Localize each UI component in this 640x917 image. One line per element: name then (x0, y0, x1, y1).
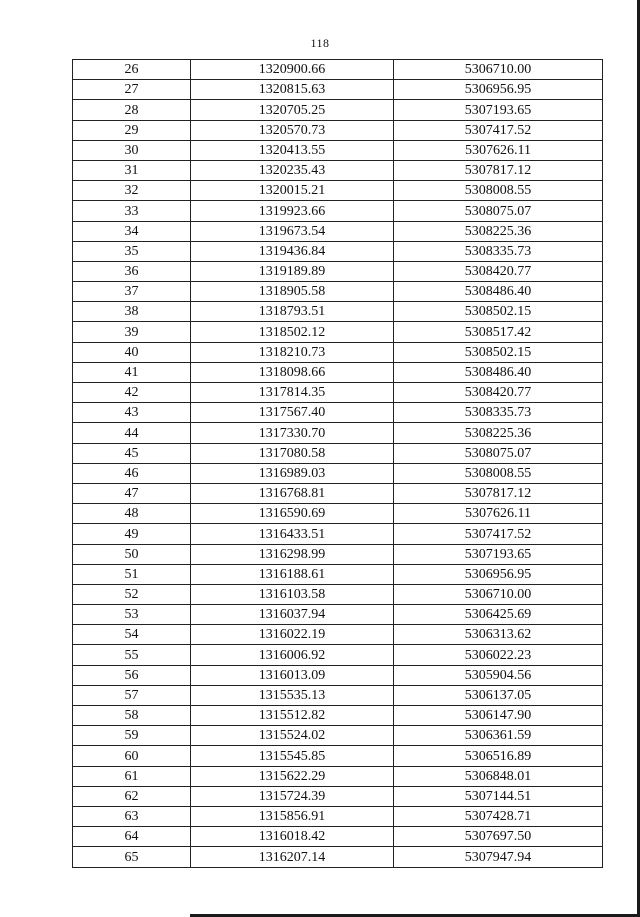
x-coordinate-cell: 1315524.02 (191, 726, 394, 746)
table-row (73, 746, 603, 766)
point-number-cell: 52 (73, 584, 191, 604)
table-row (73, 100, 603, 120)
x-coordinate-cell: 1318793.51 (191, 302, 394, 322)
table-row (73, 383, 603, 403)
x-coordinate-cell: 1318905.58 (191, 282, 394, 302)
point-number-cell: 48 (73, 504, 191, 524)
x-coordinate-cell: 1315545.85 (191, 746, 394, 766)
x-coordinate-cell: 1320235.43 (191, 160, 394, 180)
y-coordinate-cell: 5308420.77 (394, 261, 603, 281)
x-coordinate-cell: 1315622.29 (191, 766, 394, 786)
y-coordinate-cell: 5307817.12 (394, 160, 603, 180)
table-row (73, 423, 603, 443)
point-number-cell: 28 (73, 100, 191, 120)
x-coordinate-cell: 1316006.92 (191, 645, 394, 665)
table-row (73, 544, 603, 564)
point-number-cell: 44 (73, 423, 191, 443)
table-row (73, 302, 603, 322)
point-number-cell: 34 (73, 221, 191, 241)
x-coordinate-cell: 1317330.70 (191, 423, 394, 443)
table-row (73, 806, 603, 826)
table-row (73, 160, 603, 180)
point-number-cell: 46 (73, 463, 191, 483)
y-coordinate-cell: 5306147.90 (394, 706, 603, 726)
page-number: 118 (310, 36, 330, 50)
x-coordinate-cell: 1318210.73 (191, 342, 394, 362)
y-coordinate-cell: 5308486.40 (394, 362, 603, 382)
point-number-cell: 43 (73, 403, 191, 423)
y-coordinate-cell: 5307626.11 (394, 140, 603, 160)
table-row (73, 322, 603, 342)
x-coordinate-cell: 1320705.25 (191, 100, 394, 120)
x-coordinate-cell: 1316989.03 (191, 463, 394, 483)
point-number-cell: 26 (73, 60, 191, 80)
table-row (73, 80, 603, 100)
point-number-cell: 41 (73, 362, 191, 382)
point-number-cell: 47 (73, 483, 191, 503)
y-coordinate-cell: 5306710.00 (394, 584, 603, 604)
coordinates-table (72, 59, 603, 868)
y-coordinate-cell: 5306425.69 (394, 605, 603, 625)
x-coordinate-cell: 1319923.66 (191, 201, 394, 221)
table-row (73, 140, 603, 160)
x-coordinate-cell: 1320570.73 (191, 120, 394, 140)
point-number-cell: 32 (73, 181, 191, 201)
table-row (73, 786, 603, 806)
x-coordinate-cell: 1315724.39 (191, 786, 394, 806)
y-coordinate-cell: 5308486.40 (394, 282, 603, 302)
y-coordinate-cell: 5307817.12 (394, 483, 603, 503)
table-row (73, 342, 603, 362)
y-coordinate-cell: 5307947.94 (394, 847, 603, 867)
point-number-cell: 65 (73, 847, 191, 867)
point-number-cell: 57 (73, 685, 191, 705)
table-row (73, 665, 603, 685)
point-number-cell: 36 (73, 261, 191, 281)
x-coordinate-cell: 1317567.40 (191, 403, 394, 423)
x-coordinate-cell: 1316037.94 (191, 605, 394, 625)
y-coordinate-cell: 5307417.52 (394, 524, 603, 544)
y-coordinate-cell: 5308075.07 (394, 201, 603, 221)
y-coordinate-cell: 5306710.00 (394, 60, 603, 80)
x-coordinate-cell: 1319673.54 (191, 221, 394, 241)
y-coordinate-cell: 5305904.56 (394, 665, 603, 685)
point-number-cell: 59 (73, 726, 191, 746)
point-number-cell: 30 (73, 140, 191, 160)
y-coordinate-cell: 5307417.52 (394, 120, 603, 140)
point-number-cell: 40 (73, 342, 191, 362)
table-row (73, 120, 603, 140)
x-coordinate-cell: 1317814.35 (191, 383, 394, 403)
table-row (73, 282, 603, 302)
y-coordinate-cell: 5306848.01 (394, 766, 603, 786)
x-coordinate-cell: 1319436.84 (191, 241, 394, 261)
point-number-cell: 53 (73, 605, 191, 625)
point-number-cell: 37 (73, 282, 191, 302)
table-row (73, 827, 603, 847)
coordinates-table-body (73, 60, 603, 868)
y-coordinate-cell: 5308420.77 (394, 383, 603, 403)
table-row (73, 403, 603, 423)
table-row (73, 605, 603, 625)
point-number-cell: 61 (73, 766, 191, 786)
table-row (73, 847, 603, 867)
point-number-cell: 27 (73, 80, 191, 100)
point-number-cell: 49 (73, 524, 191, 544)
x-coordinate-cell: 1320900.66 (191, 60, 394, 80)
y-coordinate-cell: 5307697.50 (394, 827, 603, 847)
point-number-cell: 58 (73, 706, 191, 726)
x-coordinate-cell: 1316207.14 (191, 847, 394, 867)
point-number-cell: 38 (73, 302, 191, 322)
point-number-cell: 64 (73, 827, 191, 847)
y-coordinate-cell: 5306956.95 (394, 80, 603, 100)
x-coordinate-cell: 1316022.19 (191, 625, 394, 645)
x-coordinate-cell: 1316188.61 (191, 564, 394, 584)
point-number-cell: 33 (73, 201, 191, 221)
y-coordinate-cell: 5307193.65 (394, 544, 603, 564)
table-row (73, 524, 603, 544)
x-coordinate-cell: 1316103.58 (191, 584, 394, 604)
y-coordinate-cell: 5308008.55 (394, 181, 603, 201)
table-row (73, 60, 603, 80)
point-number-cell: 51 (73, 564, 191, 584)
table-row (73, 766, 603, 786)
point-number-cell: 63 (73, 806, 191, 826)
table-row (73, 362, 603, 382)
x-coordinate-cell: 1316013.09 (191, 665, 394, 685)
x-coordinate-cell: 1320815.63 (191, 80, 394, 100)
y-coordinate-cell: 5306956.95 (394, 564, 603, 584)
y-coordinate-cell: 5306137.05 (394, 685, 603, 705)
point-number-cell: 60 (73, 746, 191, 766)
table-row (73, 625, 603, 645)
table-row (73, 181, 603, 201)
table-row (73, 483, 603, 503)
x-coordinate-cell: 1316433.51 (191, 524, 394, 544)
table-row (73, 261, 603, 281)
point-number-cell: 29 (73, 120, 191, 140)
x-coordinate-cell: 1318098.66 (191, 362, 394, 382)
y-coordinate-cell: 5306516.89 (394, 746, 603, 766)
y-coordinate-cell: 5308008.55 (394, 463, 603, 483)
table-row (73, 564, 603, 584)
point-number-cell: 55 (73, 645, 191, 665)
x-coordinate-cell: 1316768.81 (191, 483, 394, 503)
point-number-cell: 42 (73, 383, 191, 403)
y-coordinate-cell: 5308335.73 (394, 403, 603, 423)
x-coordinate-cell: 1315535.13 (191, 685, 394, 705)
y-coordinate-cell: 5308225.36 (394, 221, 603, 241)
x-coordinate-cell: 1318502.12 (191, 322, 394, 342)
y-coordinate-cell: 5308502.15 (394, 302, 603, 322)
y-coordinate-cell: 5308502.15 (394, 342, 603, 362)
x-coordinate-cell: 1320015.21 (191, 181, 394, 201)
x-coordinate-cell: 1315856.91 (191, 806, 394, 826)
table-row (73, 221, 603, 241)
point-number-cell: 56 (73, 665, 191, 685)
point-number-cell: 50 (73, 544, 191, 564)
point-number-cell: 54 (73, 625, 191, 645)
y-coordinate-cell: 5306313.62 (394, 625, 603, 645)
x-coordinate-cell: 1316298.99 (191, 544, 394, 564)
x-coordinate-cell: 1316590.69 (191, 504, 394, 524)
y-coordinate-cell: 5306022.23 (394, 645, 603, 665)
table-row (73, 726, 603, 746)
point-number-cell: 62 (73, 786, 191, 806)
x-coordinate-cell: 1320413.55 (191, 140, 394, 160)
y-coordinate-cell: 5308075.07 (394, 443, 603, 463)
point-number-cell: 35 (73, 241, 191, 261)
x-coordinate-cell: 1316018.42 (191, 827, 394, 847)
point-number-cell: 31 (73, 160, 191, 180)
point-number-cell: 45 (73, 443, 191, 463)
y-coordinate-cell: 5306361.59 (394, 726, 603, 746)
y-coordinate-cell: 5307428.71 (394, 806, 603, 826)
table-row (73, 504, 603, 524)
table-row (73, 463, 603, 483)
y-coordinate-cell: 5308335.73 (394, 241, 603, 261)
y-coordinate-cell: 5307626.11 (394, 504, 603, 524)
table-row (73, 706, 603, 726)
table-row (73, 645, 603, 665)
y-coordinate-cell: 5307193.65 (394, 100, 603, 120)
y-coordinate-cell: 5308517.42 (394, 322, 603, 342)
table-row (73, 241, 603, 261)
y-coordinate-cell: 5307144.51 (394, 786, 603, 806)
y-coordinate-cell: 5308225.36 (394, 423, 603, 443)
x-coordinate-cell: 1319189.89 (191, 261, 394, 281)
x-coordinate-cell: 1317080.58 (191, 443, 394, 463)
point-number-cell: 39 (73, 322, 191, 342)
x-coordinate-cell: 1315512.82 (191, 706, 394, 726)
table-row (73, 201, 603, 221)
table-row (73, 443, 603, 463)
table-row (73, 685, 603, 705)
table-row (73, 584, 603, 604)
